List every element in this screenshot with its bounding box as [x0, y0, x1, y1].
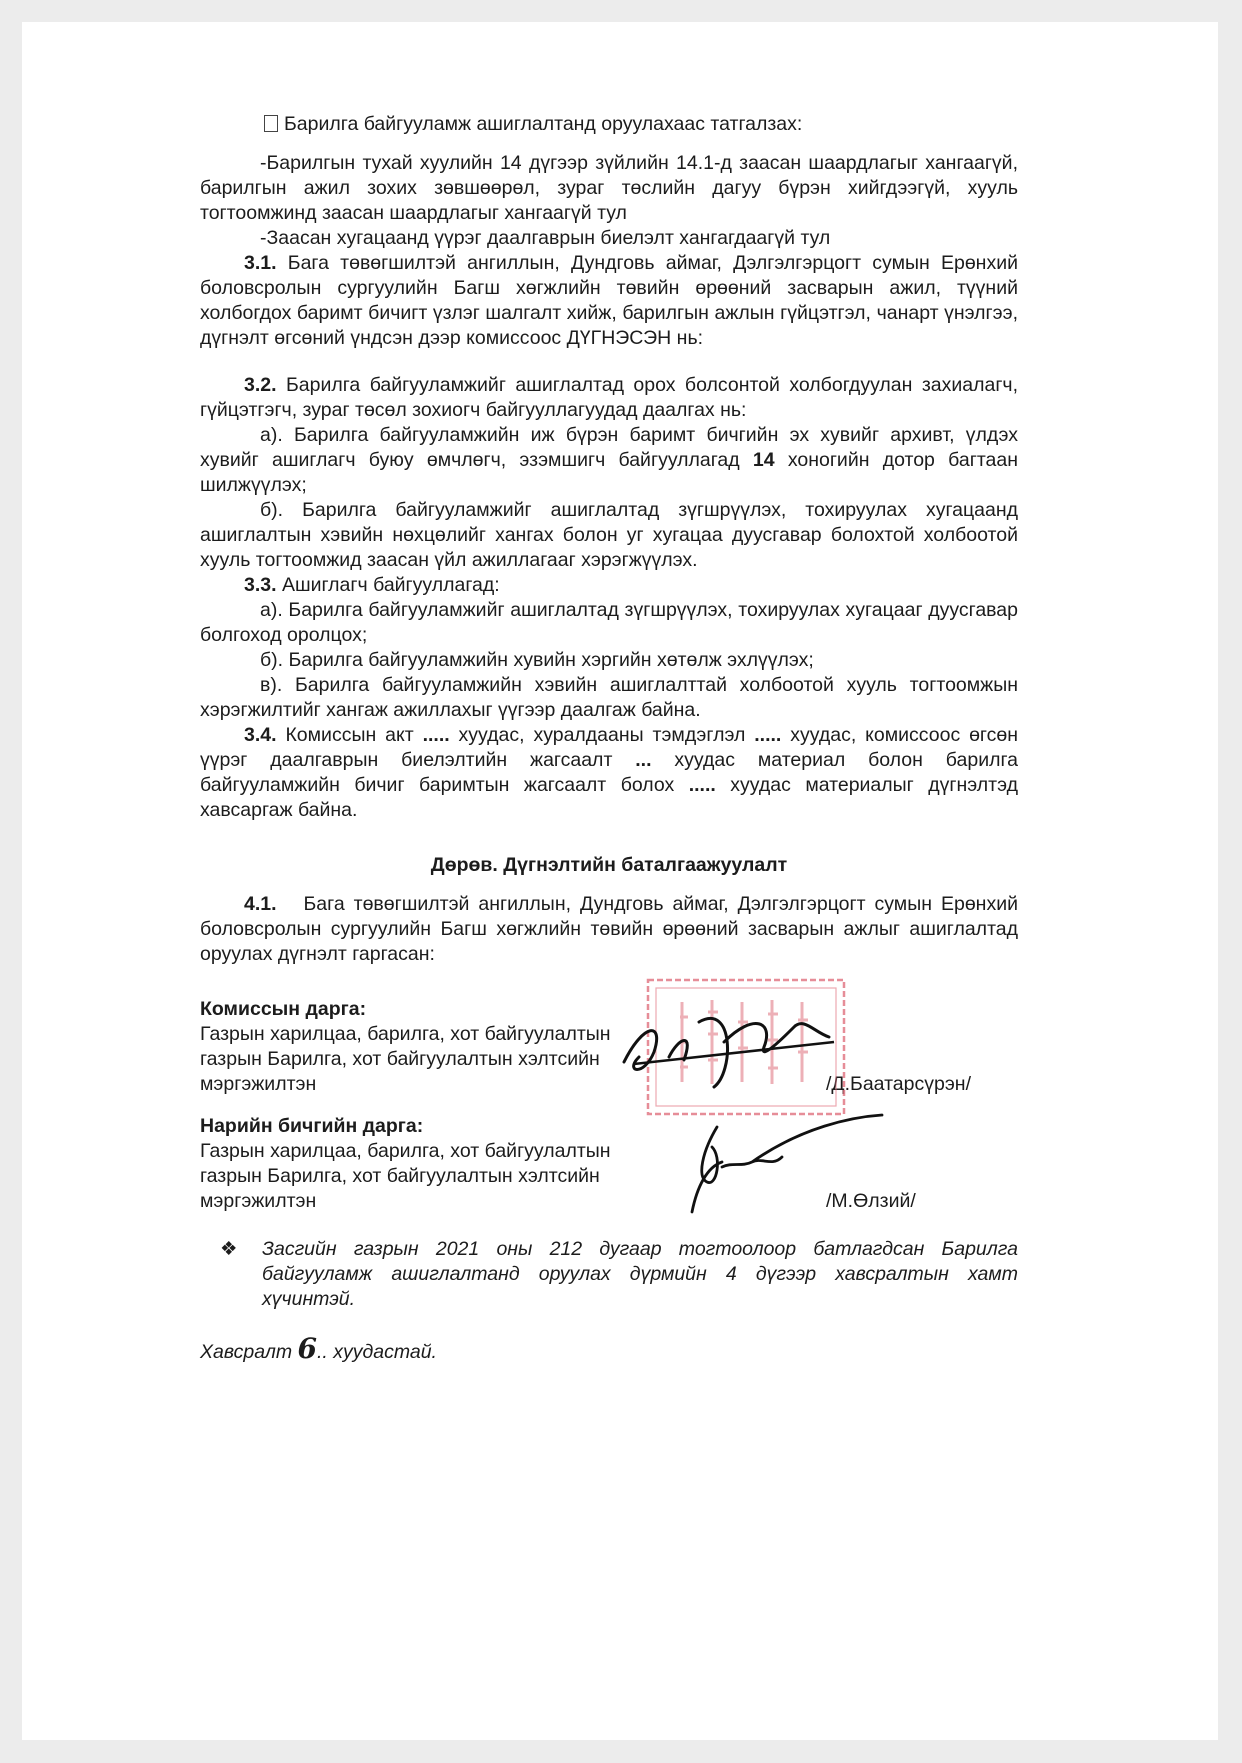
clause-3-2: 3.2. Барилга байгууламжийг ашиглалтад орох болсонтой холбогдуулан захиалагч, гүйцэтгэгч, зураг төсөл зохиогч байгууллагуудад даалгах нь:: [200, 374, 1019, 421]
secretary-description: Газрын харилцаа, барилга, хот байгуулалтын газрын Барилга, хот байгуулалтын хэлтсийн мэргэжилтэн: [200, 1140, 611, 1212]
clause-3-2-a: а). Барилга байгууламжийн иж бүрэн баримт бичгийн эх хувийг архивт, үлдэх хувийг ашиглагч буюу өмчлөгч, эзэмшигч байгууллагад 14 хоногийн дотор багтаан шилжүүлэх;: [200, 424, 1018, 496]
clause-4-1: 4.1. Бага төвөгшилтэй ангиллын, Дундговь аймаг, Дэлгэлгэрцогт сумын Ерөнхий боловсролын сургуулийн Багш хөгжлийн төвийн өрөөний засварын ажлыг ашиглалтад оруулах дүгнэлт гаргасан:: [200, 893, 1018, 965]
clause-3-3: 3.3. Ашиглагч байгууллагад:: [244, 574, 500, 596]
secretary-name: /М.Өлзий/: [826, 1190, 916, 1212]
attachment-count: 6: [297, 1332, 317, 1365]
chair-role: Комиссын дарга:: [200, 998, 367, 1020]
chair-signature-block: [200, 997, 1018, 1102]
document-page: [22, 22, 1218, 1740]
reject-heading: Барилга байгууламж ашиглалтанд оруулахаас татгалзах:: [200, 112, 1018, 137]
validity-note: ❖ Засгийн газрын 2021 оны 212 дугаар тогтоолоор батлагдсан Барилга байгууламж ашиглалтанд оруулах дүрмийн 4 дүгээр хавсралтын хамт хүчинтэй.: [220, 1238, 1018, 1310]
four-diamond-bullet-icon: ❖: [220, 1238, 238, 1260]
clause-number: 3.3.: [244, 574, 277, 596]
clause-number: 3.4.: [244, 724, 277, 746]
reject-reason-1: -Барилгын тухай хуулийн 14 дүгээр зүйлийн 14.1-д заасан шаардлагыг хангаагүй, барилгын ажил зохих зөвшөөрөл, зураг төслийн дагуу бүрэн хийгдээгүй, хууль тогтоомжинд заасан шаардлагыг хангаагүй тул: [200, 152, 1018, 224]
clause-3-4: 3.4. Комиссын акт ..... хуудас, хуралдааны тэмдэглэл ..... хуудас, комиссоос өгсөн үүрэг даалгаврын биелэлтийн жагсаалт ... хуудас материал болон барилга байгууламжийн бичиг баримтын жагсаалт болох ..... хуудас материалыг дүгнэлтэд хавсаргаж байна.: [200, 724, 1018, 821]
secretary-signature-block: [200, 1114, 1018, 1219]
reject-reason-2: -Заасан хугацаанд үүрэг даалгаврын биелэлт хангагдаагүй тул: [260, 227, 831, 249]
checkbox-icon: [264, 115, 278, 132]
secretary-role: Нарийн бичгийн дарга:: [200, 1115, 424, 1137]
secretary-signature: [662, 1107, 892, 1217]
attachment-line: Хавсралт 6.. хуудастай.: [200, 1332, 437, 1365]
clause-3-2-b: б). Барилга байгууламжийг ашиглалтад зүгшрүүлэх, тохируулах хугацаанд ашиглалтын хэвийн нөхцөлийг хангах болон уг хугацаа дуусгавар болохтой холбоотой хууль тогтоомжид заасан үйл ажиллагааг хэрэгжүүлэх.: [200, 499, 1018, 571]
chair-description: Газрын харилцаа, барилга, хот байгуулалтын газрын Барилга, хот байгуулалтын хэлтсийн мэргэжилтэн: [200, 1023, 611, 1095]
clause-3-3-a: а). Барилга байгууламжийг ашиглалтад зүгшрүүлэх, тохируулах хугацааг дуусгавар болгоход оролцох;: [200, 599, 1018, 646]
clause-3-3-c: в). Барилга байгууламжийн хэвийн ашиглалттай холбоотой хууль тогтоомжын хэрэгжилтийг хангаж ажиллахыг үүгээр даалгаж байна.: [200, 674, 1018, 721]
clause-number: 4.1.: [244, 893, 277, 915]
section-4-title: Дөрөв. Дүгнэлтийн баталгаажуулалт: [430, 854, 788, 876]
clause-number: 3.1.: [244, 252, 277, 274]
clause-3-3-b: б). Барилга байгууламжийн хувийн хэргийн хөтөлж эхлүүлэх;: [260, 649, 814, 671]
document-body: [200, 112, 1018, 1365]
chair-name: /Д.Баатарсүрэн/: [826, 1073, 971, 1095]
clause-3-1: 3.1. Бага төвөгшилтэй ангиллын, Дундговь аймаг, Дэлгэлгэрцогт сумын Ерөнхий боловсролын сургуулийн Багш хөгжлийн төвийн өрөөний засварын ажил, түүний холбогдох баримт бичигт үзлэг шалгалт хийж, барилгын ажлын гүйцэтгэл, чанарт үнэлгээ, дүгнэлт өгсөний үндсэн дээр комиссоос ДҮГНЭСЭН нь:: [200, 252, 1018, 349]
chair-signature: [614, 982, 844, 1092]
clause-number: 3.2.: [244, 374, 277, 396]
